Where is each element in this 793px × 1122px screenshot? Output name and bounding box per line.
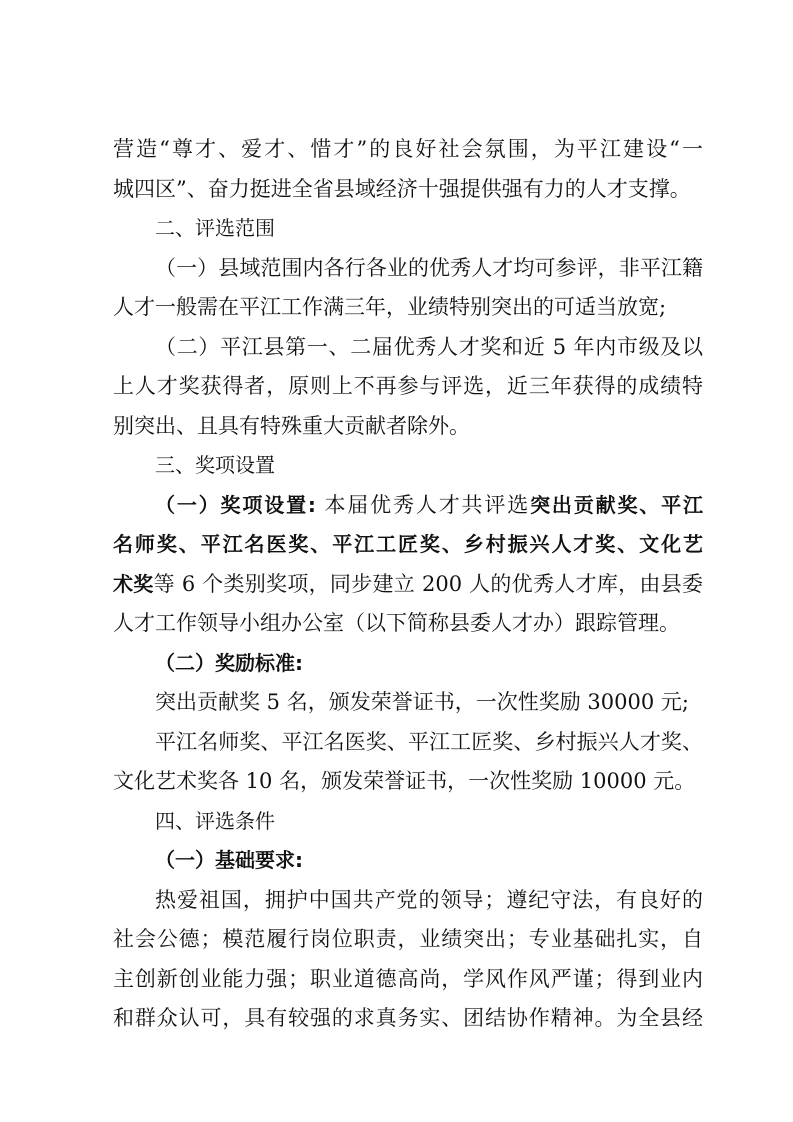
item-label: （二）奖励标准: [155,650,303,675]
paragraph-line: （二）平江县第一、二届优秀人才奖和近 5 年内市级及以 [155,334,703,359]
paragraph-line: 营造“尊才、爱才、惜才”的良好社会氛围，为平江建设“一 [113,137,703,161]
paragraph-line: （一）县域范围内各行各业的优秀人才均可参评，非平江籍 [155,255,703,280]
paragraph-line: 人才一般需在平江工作满三年，业绩特别突出的可适当放宽; [113,295,667,319]
paragraph-line: 文化艺术奖各 10 名，颁发荣誉证书，一次性奖励 10000 元。 [113,769,696,793]
item-label: （一）奖项设置: [155,492,316,517]
paragraph-line: 城四区”、奋力挺进全省县域经济十强提供强有力的人才支撑。 [113,176,691,201]
text-run: 等 6 个类别奖项，同步建立 200 人的优秀人才库，由县委 [153,571,703,596]
award-names: 突出贡献奖、平江 [530,492,704,517]
document-page [113,130,703,1039]
paragraph-line: 突出贡献奖 5 名，颁发荣誉证书，一次性奖励 30000 元; [155,690,689,714]
paragraph-line: 平江名师奖、平江名医奖、平江工匠奖、乡村振兴人才奖、 [155,729,703,754]
award-names-line: 名师奖、平江名医奖、平江工匠奖、乡村振兴人才奖、文化艺 [113,532,703,556]
paragraph-line: 热爱祖国，拥护中国共产党的领导；遵纪守法，有良好的 [155,887,703,912]
award-names: 术奖 [113,571,154,596]
paragraph-line: 别突出、且具有特殊重大贡献者除外。 [113,413,470,438]
paragraph-line [113,486,703,526]
section-heading: 四、评选条件 [155,808,275,833]
item-label: （一）基础要求: [155,848,303,872]
paragraph-line: 人才工作领导小组办公室（以下简称县委人才办）跟踪管理。 [113,611,680,635]
section-heading: 三、奖项设置 [155,453,275,477]
paragraph-line: 上人才奖获得者，原则上不再参与评选，近三年获得的成绩特 [113,374,703,398]
text-run: 本届优秀人才共评选 [315,492,531,517]
paragraph-line: 主创新创业能力强；职业道德高尚，学风作风严谨；得到业内 [113,966,703,991]
paragraph-line [113,565,703,605]
paragraph-line: 社会公德；模范履行岗位职责，业绩突出；专业基础扎实，自 [113,927,703,951]
section-heading: 二、评选范围 [155,216,275,240]
paragraph-line: 和群众认可，具有较强的求真务实、团结协作精神。为全县经 [113,1006,703,1030]
